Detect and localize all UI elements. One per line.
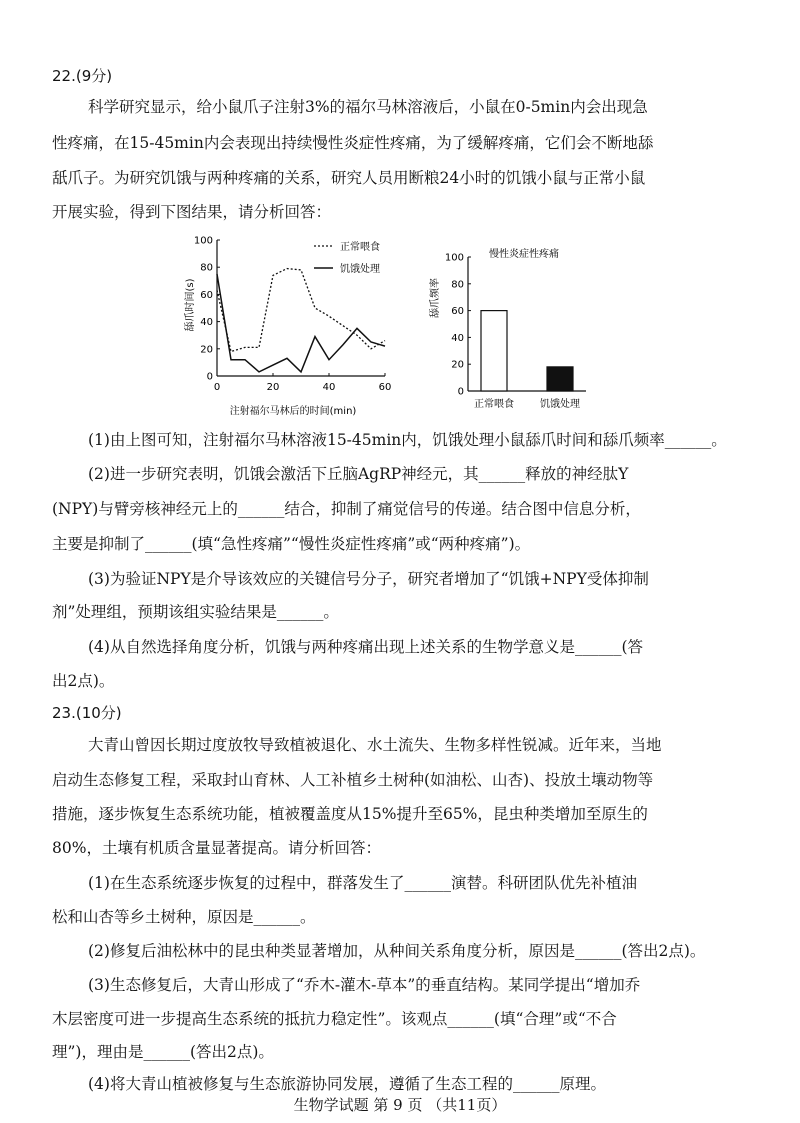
q23-intro-line-2: 启动生态修复工程，采取封山育林、人工补植乡土树种(如油松、山杏)、投放土壤动物等 [52,771,654,789]
line-chart-x-axis-label: 注射福尔马林后的时间(min) [229,406,357,417]
q22-question-2-cont-1: (NPY)与臂旁核神经元上的______结合，抑制了痛觉信号的传递。结合图中信息分析， [52,500,641,518]
q22-question-2-cont-2: 主要是抑制了______(填“急性疼痛”“慢性炎症性疼痛”或“两种疼痛”)。 [52,535,531,553]
line-chart-y-tick-label: 80 [200,262,213,274]
line-chart-x-tick-label: 60 [378,382,392,393]
line-chart-x-tick-label: 20 [266,382,280,393]
bar-fasting [547,367,573,391]
q22-intro-line-2: 性疼痛，在15-45min内会表现出持续慢性炎症性疼痛，为了缓解疼痛，它们会不断地舔 [52,134,654,152]
q23-question-3-cont-1: 木层密度可进一步提高生态系统的抵抗力稳定性”。该观点______(填“合理”或“不合 [52,1010,617,1028]
bar-chart-y-tick-label: 40 [451,332,464,344]
line-chart-y-tick-label: 100 [193,235,213,247]
q23-intro-line-1: 大青山曾因长期过度放牧导致植被退化、水土流失、生物多样性锐减。近年来，当地 [88,736,662,754]
bar-chart-svg [424,240,594,420]
bar-chart-y-tick-label: 60 [451,306,464,318]
line-chart-svg [180,228,410,418]
q23-header: 23.(10分) [52,704,122,722]
bar-chart-category-label: 饥饿处理 [540,399,580,410]
q22-question-3: (3)为验证NPY是介导该效应的关键信号分子，研究者增加了“饥饿+NPY受体抑制 [88,570,649,588]
q22-intro-line-1: 科学研究显示，给小鼠爪子注射3%的福尔马林溶液后，小鼠在0-5min内会出现急 [88,98,648,116]
licking-frequency-bar-chart [424,240,594,424]
bar-chart-title: 慢性炎症性疼痛 [489,249,559,260]
line-chart-x-tick-label: 0 [213,382,221,393]
bar-chart-category-label: 正常喂食 [474,399,514,410]
bar-chart-y-tick-label: 100 [444,252,464,264]
line-legend-label: 饥饿处理 [340,264,380,275]
bar-chart-y-axis-label: 舔爪频率 [430,278,441,318]
line-legend-label: 正常喂食 [340,242,380,253]
q23-question-4: (4)将大青山植被修复与生态旅游协同发展，遵循了生态工程的______原理。 [88,1075,606,1093]
line-chart-y-tick-label: 60 [200,289,213,301]
q22-question-3-cont: 剂”处理组，预期该组实验结果是______。 [52,603,339,621]
q22-question-1: (1)由上图可知，注射福尔马林溶液15-45min内，饥饿处理小鼠舔爪时间和舔爪频率______。 [88,431,727,449]
line-series-fasting [217,274,385,372]
line-chart-y-axis-label: 舔爪时间(s) [185,278,196,332]
q22-intro-line-3: 舐爪子。为研究饥饿与两种疼痛的关系，研究人员用断粮24小时的饥饿小鼠与正常小鼠 [52,169,646,187]
q23-question-2: (2)修复后油松林中的昆虫种类显著增加，从种间关系角度分析，原因是______(答出2点)。 [88,942,706,960]
q22-intro-line-4: 开展实验，得到下图结果，请分析回答： [52,203,332,221]
bar-chart-y-tick-label: 80 [451,279,464,291]
line-chart-y-tick-label: 40 [200,317,213,329]
q23-question-1: (1)在生态系统逐步恢复的过程中，群落发生了______演替。科研团队优先补植油 [88,874,637,892]
line-chart-y-tick-label: 20 [200,344,213,356]
bar-normal-feeding [481,311,507,391]
page-footer: 生物学试题 第 9 页 （共11页） [293,1096,507,1114]
bar-chart-y-tick-label: 20 [451,359,464,371]
q22-question-4: (4)从自然选择角度分析，饥饿与两种疼痛出现上述关系的生物学意义是______(答 [88,638,644,656]
line-chart-x-tick-label: 40 [322,382,336,393]
line-chart-y-tick-label: 0 [206,371,213,383]
q23-intro-line-3: 措施，逐步恢复生态系统功能，植被覆盖度从15%提升至65%，昆虫种类增加至原生的 [52,805,648,823]
q23-intro-line-4: 80%，土壤有机质含量显著提高。请分析回答： [52,839,381,857]
licking-time-line-chart [180,228,410,422]
q22-question-4-cont: 出2点)。 [52,672,115,690]
line-series-normal-feeding [217,269,385,352]
q23-question-3-cont-2: 理”)，理由是______(答出2点)。 [52,1043,274,1061]
q23-question-1-cont: 松和山杏等乡土树种，原因是______。 [52,908,316,926]
q22-header: 22.(9分) [52,67,113,85]
q23-question-3: (3)生态修复后，大青山形成了“乔木-灌木-草本”的垂直结构。某同学提出“增加乔 [88,976,641,994]
bar-chart-y-tick-label: 0 [457,386,464,398]
q22-question-2: (2)进一步研究表明，饥饿会激活下丘脑AgRP神经元，其______释放的神经肽Y [88,465,629,483]
